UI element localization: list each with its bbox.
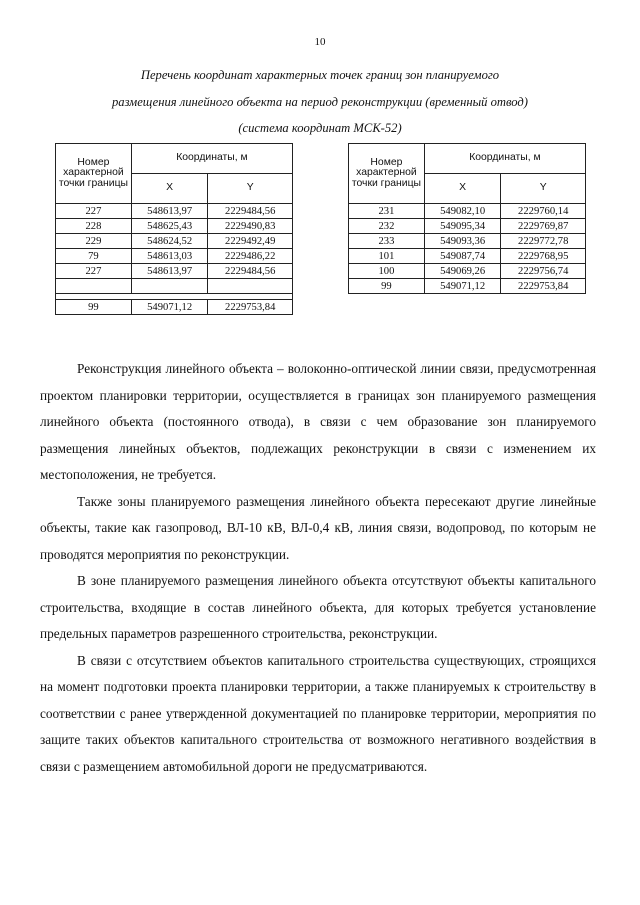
coordinates-table-right [348,143,586,294]
cell-point-number: 228 [56,219,132,234]
cell-point-number: 227 [56,204,132,219]
table-row [56,204,293,219]
cell-x-value: 549069,26 [424,264,501,279]
table-row [349,264,586,279]
title-line-2: размещения линейного объекта на период реконструкции (временный отвод) [111,95,529,109]
coordinates-table-left [55,143,293,315]
table-row [349,234,586,249]
cell-point-number: 233 [349,234,425,249]
cell-x-value: 549082,10 [424,204,501,219]
cell-point-number: 79 [56,249,132,264]
table-row [56,219,293,234]
table-row [349,219,586,234]
header-point-number: Номер характерной точки границы [56,144,132,204]
cell-x-value: 548625,43 [131,219,208,234]
paragraph: В связи с отсутствием объектов капитального строительства существующих, строящихся на момент подготовки проекта планировки территории, а также планируемых к строительству в соответствии с ранее утвержденной документацией по планировке территории, мероприятия по защите таких объектов капитального строительства от возможного негативного воздействия в связи с размещением автомобильной дороги не предусматриваются. [40,652,596,774]
cell-y-value: 2229760,14 [501,204,586,219]
paragraph: Реконструкция линейного объекта – волоконно-оптической линии связи, предусмотренная проектом планировки территории, осуществляется в границах зон планируемого размещения линейного объекта (постоянного отвода), в связи с чем образование зон планируемого размещения линейных объектов, подлежащих реконструкции в связи с изменением их местоположения, не требуется. [40,361,596,482]
page-number: 10 [314,36,326,48]
cell-y-value: 2229492,49 [208,234,293,249]
cell-point-number: 231 [349,204,425,219]
header-x: X [424,174,501,204]
cell-y-value [208,279,293,294]
cell-point-number: 100 [349,264,425,279]
cell-x-value: 548613,03 [131,249,208,264]
cell-y-value: 2229753,84 [501,279,586,294]
cell-point-number [56,279,132,294]
cell-y-value: 2229756,74 [501,264,586,279]
paragraph: Также зоны планируемого размещения линейного объекта пересекают другие линейные объекты, такие как газопровод, ВЛ-10 кВ, ВЛ-0,4 кВ, линия связи, водопровод, по которым не проводятся мероприятия по реконструкции. [40,493,596,562]
table-right-body [349,204,586,294]
cell-point-number: 229 [56,234,132,249]
cell-y-value: 2229753,84 [208,300,293,315]
cell-y-value: 2229769,87 [501,219,586,234]
cell-x-value: 548613,97 [131,204,208,219]
table-row [349,279,586,294]
table-row [56,249,293,264]
header-point-number: Номер характерной точки границы [349,144,425,204]
cell-point-number: 99 [56,300,132,315]
header-y: Y [208,174,293,204]
table-row [349,204,586,219]
cell-point-number: 101 [349,249,425,264]
cell-x-value: 549095,34 [424,219,501,234]
paragraph: В зоне планируемого размещения линейного объекта отсутствуют объекты капитального строительства, входящие в состав линейного объекта, для которых требуется установление предельных параметров разрешенного строительства, реконструкции. [40,573,596,641]
cell-point-number: 227 [56,264,132,279]
header-coordinates: Координаты, м [424,144,585,174]
cell-x-value: 549071,12 [131,300,208,315]
table-row [56,264,293,279]
table-row [56,300,293,315]
header-coordinates: Координаты, м [131,144,292,174]
cell-y-value: 2229484,56 [208,264,293,279]
header-y: Y [501,174,586,204]
cell-point-number: 232 [349,219,425,234]
cell-x-value: 548613,97 [131,264,208,279]
header-x: X [131,174,208,204]
table-row [56,234,293,249]
cell-y-value: 2229772,78 [501,234,586,249]
table-row [56,279,293,294]
cell-x-value: 549087,74 [424,249,501,264]
cell-x-value [131,279,208,294]
cell-y-value: 2229768,95 [501,249,586,264]
body-text [40,356,596,780]
cell-x-value: 548624,52 [131,234,208,249]
cell-point-number: 99 [349,279,425,294]
table-left-body [56,204,293,315]
cell-y-value: 2229484,56 [208,204,293,219]
cell-y-value: 2229486,22 [208,249,293,264]
cell-x-value: 549071,12 [424,279,501,294]
title-line-1: Перечень координат характерных точек границ зон планируемого [140,68,500,82]
title-line-3: (система координат МСК-52) [238,121,402,135]
cell-x-value: 549093,36 [424,234,501,249]
table-row [349,249,586,264]
cell-y-value: 2229490,83 [208,219,293,234]
